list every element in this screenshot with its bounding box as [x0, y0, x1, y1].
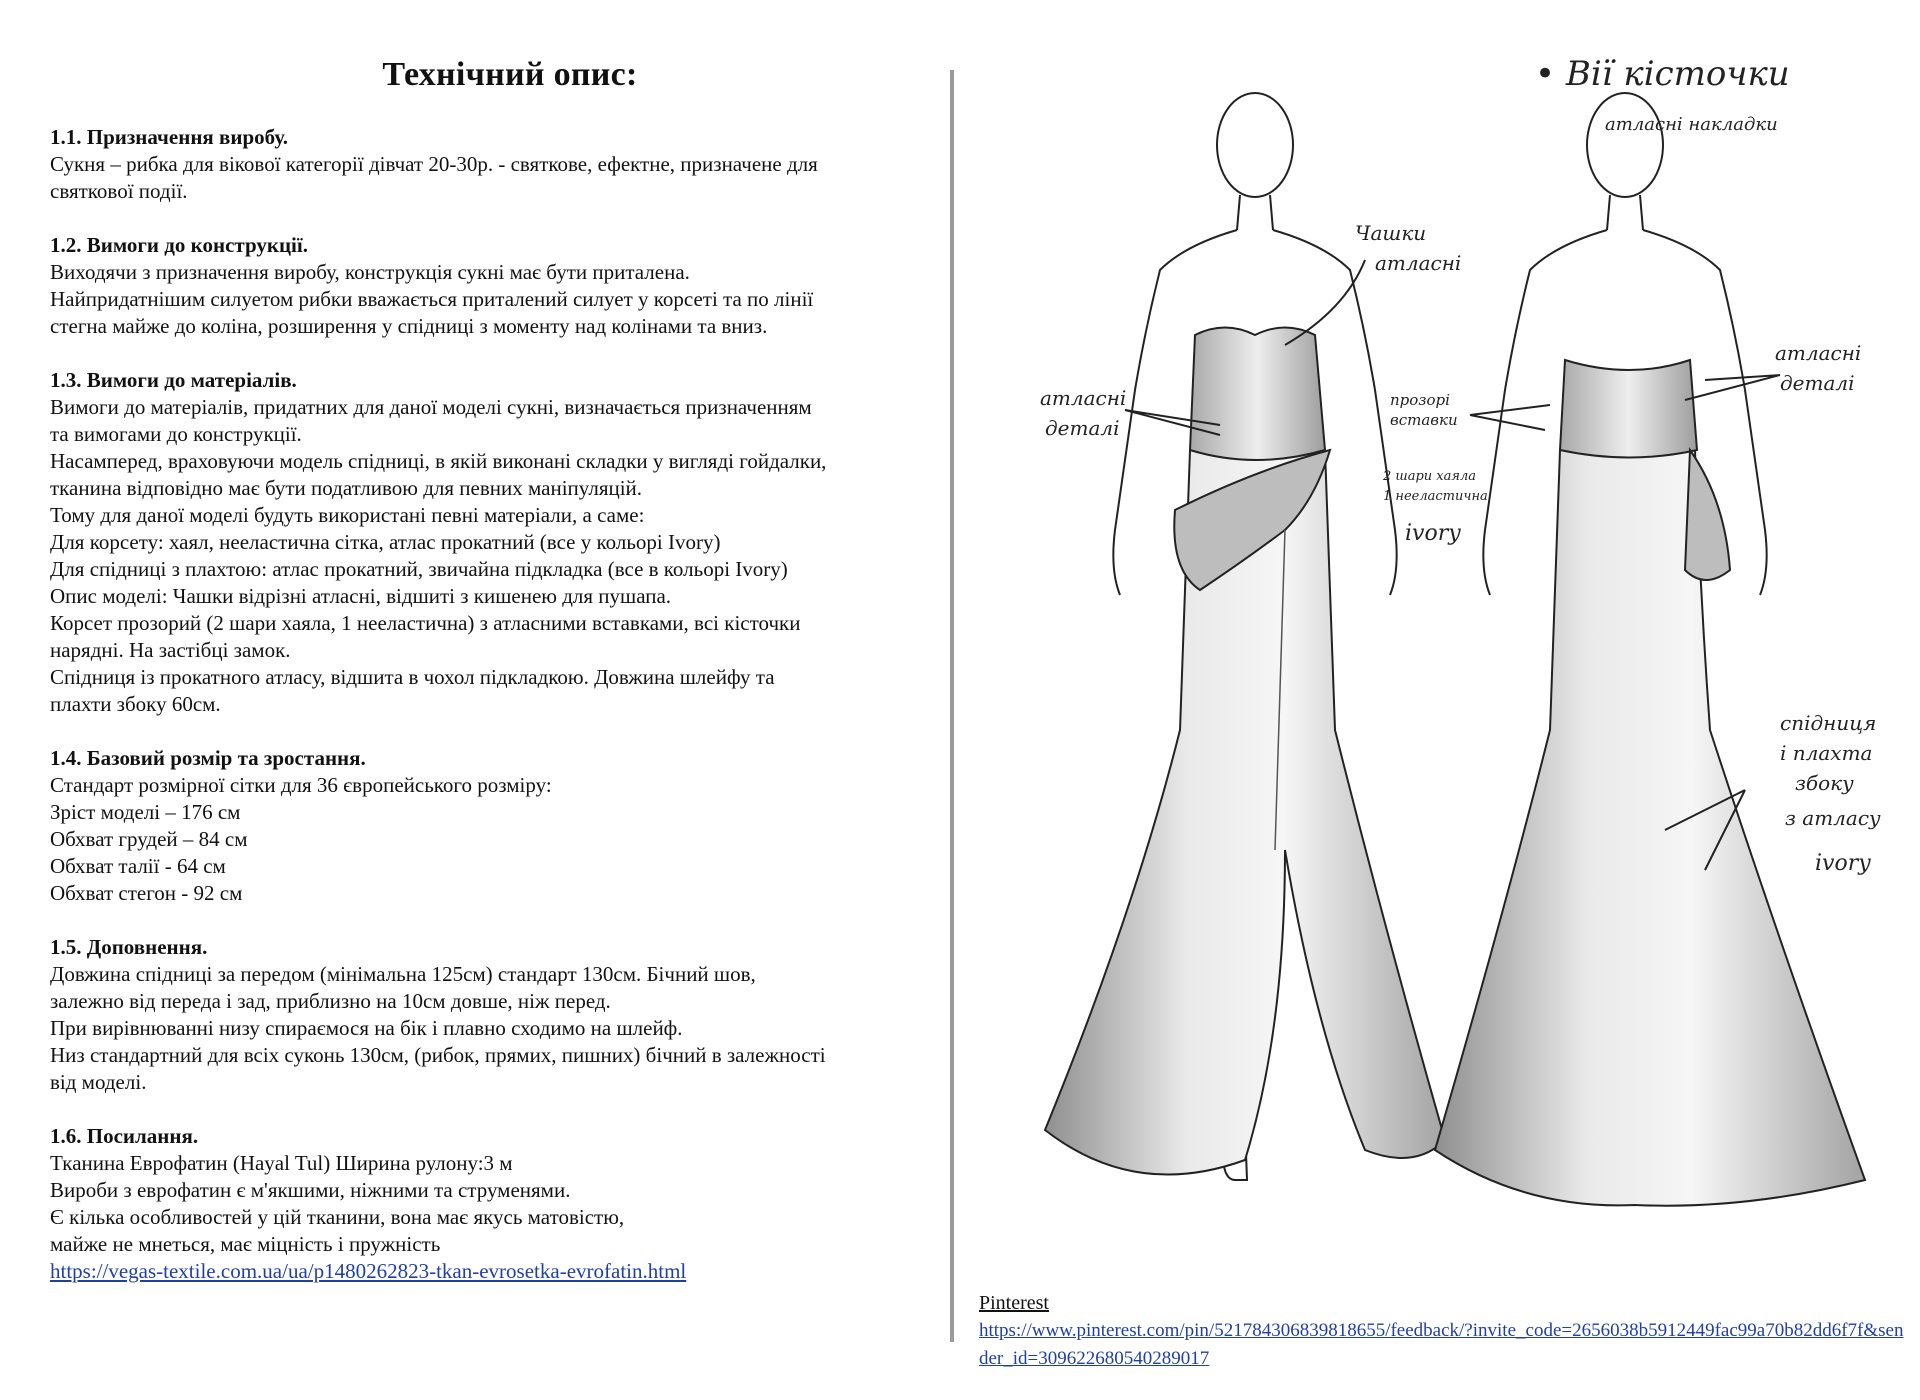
section-text-line: Спідниця із прокатного атласу, відшита в чохол підкладкою. Довжина шлейфу та	[50, 665, 775, 689]
section-text-line: Тому для даної моделі будуть використані певні матеріали, а саме:	[50, 503, 645, 527]
section-heading: 1.3. Вимоги до матеріалів.	[50, 368, 297, 392]
section-text-line: Вимоги до матеріалів, придатних для даної моделі сукні, визначається призначенням	[50, 395, 812, 419]
note-cups-1: Чашки	[1355, 221, 1427, 245]
source-link[interactable]: https://www.pinterest.com/pin/521784306839818655/feedback/?invite_code=2656038b5912449fac99a70b82dd6f7f&sender_id=309622680540289017	[979, 1320, 1904, 1369]
section-heading: 1.1. Призначення виробу.	[50, 125, 289, 149]
section-text-line: Насамперед, враховуючи модель спідниці, в якій виконані складки у вигляді гойдалки,	[50, 449, 827, 473]
section-text-line: Зріст моделі – 176 см	[50, 800, 241, 824]
note-right-details-1: атласні	[1775, 341, 1862, 365]
section-text-line: Довжина спідниці за передом (мінімальна 125см) стандарт 130см. Бічний шов,	[50, 962, 756, 986]
note-top-right: • Вії кісточки	[1535, 54, 1790, 94]
section-text-line: стегна майже до коліна, розширення у спідниці з моменту над колінами та вниз.	[50, 314, 768, 338]
tech-description	[50, 50, 940, 1312]
section-text-line: Обхват грудей – 84 см	[50, 827, 248, 851]
section-text-line: тканина відповідно має бути податливою для певних маніпуляцій.	[50, 476, 643, 500]
section-text-line: святкової події.	[50, 179, 188, 203]
section-text-line: Для корсету: хаял, нееластична сітка, атлас прокатний (все у кольорі Ivory)	[50, 530, 721, 554]
section-text-line: плахти збоку 60см.	[50, 692, 221, 716]
section-text-line: Обхват талії - 64 см	[50, 854, 226, 878]
back-side-drape	[1685, 450, 1730, 580]
note-cups-2: атласні	[1375, 251, 1462, 275]
note-skirt-4: з атласу	[1785, 806, 1881, 830]
note-skirt-1: спідниця	[1780, 711, 1877, 735]
column-divider	[950, 70, 954, 1342]
section-text-line: Опис моделі: Чашки відрізні атласні, відшиті з кишенею для пушапа.	[50, 584, 672, 608]
note-left-details-1: атласні	[1040, 386, 1127, 410]
section-text-line: Низ стандартний для всіх суконь 130см, (рибок, прямих, пишних) бічний в залежності	[50, 1043, 826, 1067]
section-heading: 1.2. Вимоги до конструкції.	[50, 233, 308, 257]
section-text-line: Для спідниці з плахтою: атлас прокатний, звичайна підкладка (все в кольорі Ivory)	[50, 557, 788, 581]
section-block	[50, 1123, 940, 1285]
section-block	[50, 232, 940, 340]
note-skirt-5: ivory	[1815, 851, 1871, 876]
section-text-line: від моделі.	[50, 1070, 147, 1094]
section-heading: 1.5. Доповнення.	[50, 935, 208, 959]
note-mid-4: 1 нееластична	[1383, 489, 1488, 504]
sections-container	[50, 124, 940, 1285]
section-text-line: Сукня – рибка для вікової категорії дівчат 20-30р. - святкове, ефектне, призначене для	[50, 152, 818, 176]
section-heading: 1.6. Посилання.	[50, 1124, 199, 1148]
section-block	[50, 367, 940, 718]
note-skirt-2: і плахта	[1780, 741, 1873, 765]
section-text-line: Вироби з еврофатин є м'якшими, ніжними та струменями.	[50, 1178, 571, 1202]
section-text-line: залежно від переда і зад, приблизно на 10см довше, ніж перед.	[50, 989, 611, 1013]
section-text-line: Обхват стегон - 92 см	[50, 881, 243, 905]
note-mid-1: прозорі	[1390, 391, 1450, 409]
section-text-line: Виходячи з призначення виробу, конструкція сукні має бути приталена.	[50, 260, 690, 284]
section-heading: 1.4. Базовий розмір та зростання.	[50, 746, 366, 770]
sketch-panel	[965, 30, 1910, 1370]
note-right-details-2: деталі	[1780, 371, 1855, 395]
back-corset	[1560, 360, 1697, 458]
section-block	[50, 124, 940, 205]
source-label: Pinterest	[979, 1292, 1049, 1314]
section-text-line: нарядні. На застібці замок.	[50, 638, 291, 662]
section-text-line: Найпридатнішим силуетом рибки вважається приталений силует у корсеті та по лінії	[50, 287, 814, 311]
section-text-line: та вимогами до конструкції.	[50, 422, 302, 446]
note-mid-2: вставки	[1390, 411, 1458, 429]
note-mid-3: 2 шари хаяла	[1383, 469, 1477, 484]
reference-link[interactable]: https://vegas-textile.com.ua/ua/p1480262823-tkan-evrosetka-evrofatin.html	[50, 1259, 687, 1283]
dress-sketch-image	[985, 30, 1895, 1290]
section-text-line: майже не мнеться, має міцність і пружність	[50, 1232, 441, 1256]
note-left-details-2: деталі	[1045, 416, 1120, 440]
note-skirt-3: збоку	[1795, 771, 1854, 795]
document-title: Технічний опис:	[382, 56, 638, 93]
section-text-line: Стандарт розмірної сітки для 36 європейського розміру:	[50, 773, 552, 797]
note-top-right-sub: атласні накладки	[1605, 114, 1778, 135]
front-corset	[1190, 328, 1325, 461]
note-mid-ivory: ivory	[1405, 521, 1461, 546]
section-text-line: При вирівнюванні низу спираємося на бік і плавно сходимо на шлейф.	[50, 1016, 683, 1040]
section-text-line: Тканина Еврофатин (Hayal Tul) Ширина рулону:3 м	[50, 1151, 513, 1175]
section-block	[50, 934, 940, 1096]
section-block	[50, 745, 940, 907]
section-text-line: Корсет прозорий (2 шари хаяла, 1 нееластична) з атласними вставками, всі кісточки	[50, 611, 801, 635]
section-text-line: Є кілька особливостей у цій тканини, вона має якусь матовістю,	[50, 1205, 625, 1229]
